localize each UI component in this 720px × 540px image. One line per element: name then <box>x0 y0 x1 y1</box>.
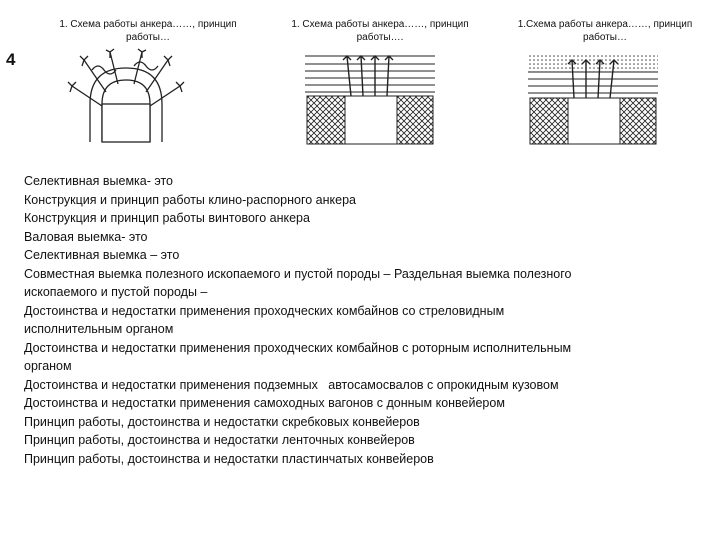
list-item: ископаемого и пустой породы – <box>24 285 208 299</box>
list-item: Принцип работы, достоинства и недостатки ленточных конвейеров <box>24 433 415 447</box>
list-item: Достоинства и недостатки применения подземных автосамосвалов с опрокидным кузовом <box>24 377 559 392</box>
caption-3: 1.Схема работы анкера……, принцип работы… <box>517 19 693 43</box>
list-item: исполнительным органом <box>24 322 174 336</box>
list-item: Валовая выемка- это <box>24 229 148 244</box>
anchor-scheme-arch-icon <box>62 46 192 146</box>
anchor-scheme-dotted-layers-icon <box>528 46 658 146</box>
list-item: органом <box>24 359 72 373</box>
list-item: Принцип работы, достоинства и недостатки скребковых конвейеров <box>24 414 420 429</box>
question-list <box>24 172 694 468</box>
caption-2: 1. Схема работы анкера……, принцип работы…. <box>291 19 469 43</box>
list-item: Принцип работы, достоинства и недостатки пластинчатых конвейеров <box>24 451 434 466</box>
caption-1: 1. Схема работы анкера……, принцип работы… <box>59 19 237 43</box>
list-item: Конструкция и принцип работы клино-распорного анкера <box>24 192 357 207</box>
list-item: Селективная выемка- это <box>24 174 174 188</box>
list-item: Конструкция и принцип работы винтового анкера <box>24 211 310 225</box>
anchor-scheme-layers-icon <box>305 46 435 146</box>
list-item: Достоинства и недостатки применения самоходных вагонов с донным конвейером <box>24 396 505 410</box>
list-item: Достоинства и недостатки применения проходческих комбайнов с роторным исполнительным <box>24 340 572 355</box>
list-item: Селективная выемка – это <box>24 248 180 262</box>
list-item: Совместная выемка полезного ископаемого и пустой породы – Раздельная выемка полезного <box>24 266 572 281</box>
list-item: Достоинства и недостатки применения проходческих комбайнов со стреловидным <box>24 303 505 318</box>
slide-number: 4 <box>6 50 16 69</box>
